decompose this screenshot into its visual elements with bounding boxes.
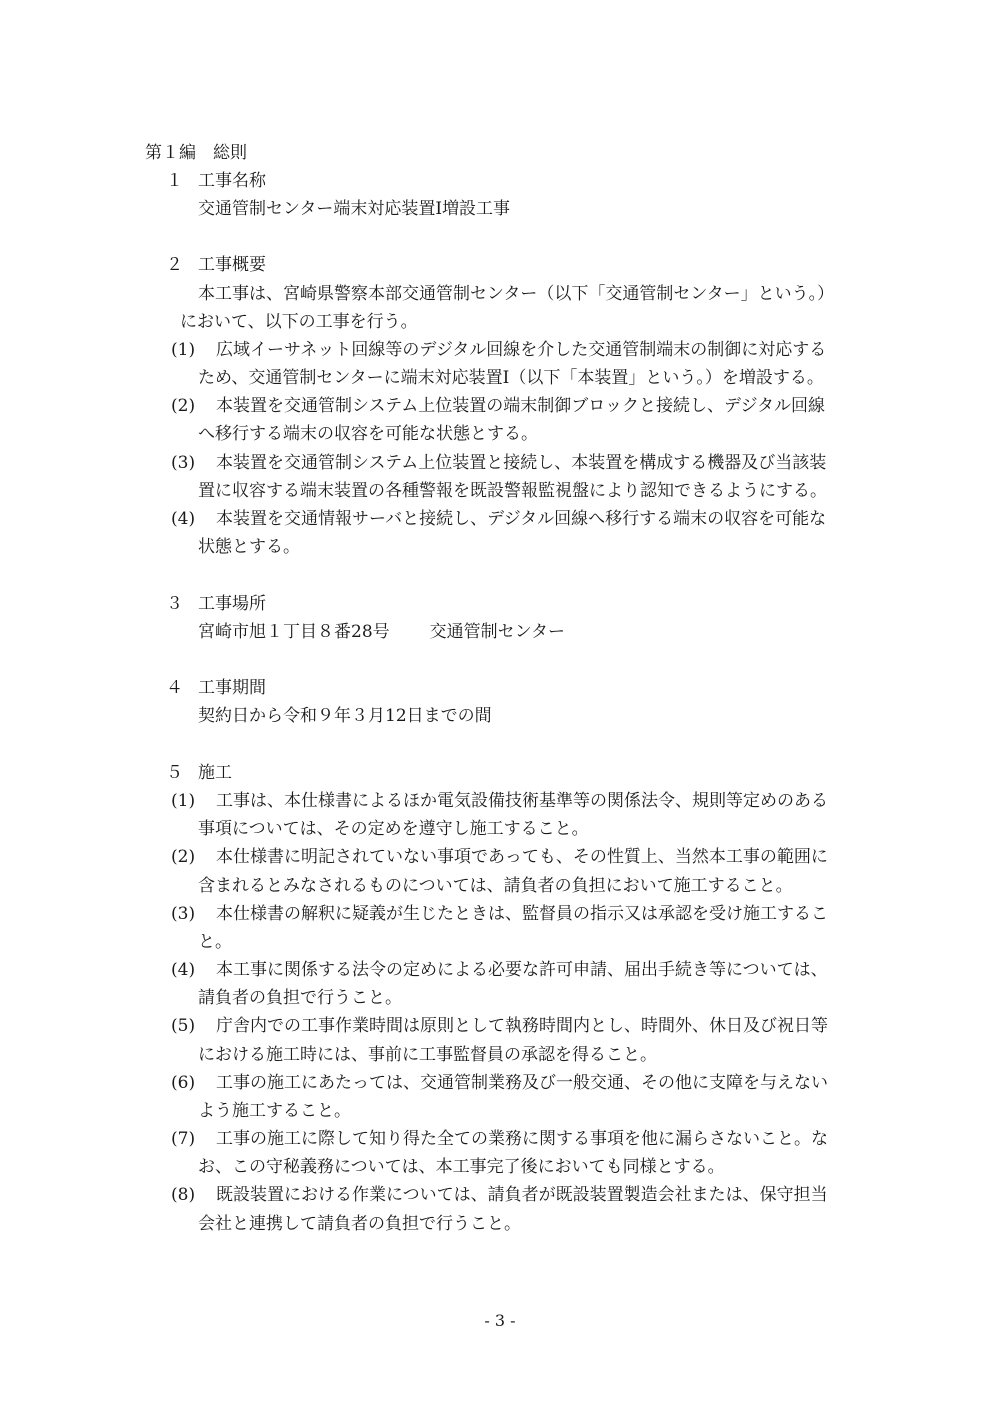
item-number: (2) [171,847,196,867]
list-item [171,1071,828,1095]
section-number: １ [166,171,183,191]
section-4-heading [166,676,266,700]
page-number: - 3 - [484,1311,516,1330]
section-1-body: 交通管制センター端末対応装置Ⅰ増設工事 [198,199,511,219]
item-number: (1) [171,791,196,811]
address: 宮崎市旭１丁目８番28号 [198,622,390,642]
list-item-continuation: へ移行する端末の収容を可能な状態とする。 [198,424,538,444]
section-2-intro-line2: において、以下の工事を行う。 [180,312,418,332]
list-item [171,507,826,531]
list-item-continuation: 置に収容する端末装置の各種警報を既設警報監視盤により認知できるようにする。 [198,481,827,501]
item-number: (7) [171,1129,196,1149]
list-item-continuation: 請負者の負担で行うこと。 [198,988,402,1008]
list-item [171,451,826,475]
item-text: 本仕様書の解釈に疑義が生じたときは、監督員の指示又は承認を受け施工するこ [216,904,828,924]
section-3-heading [166,592,266,616]
list-item-continuation: 会社と連携して請負者の負担で行うこと。 [198,1214,521,1234]
section-number: ３ [166,594,183,614]
item-text: 広域イーサネット回線等のデジタル回線を介した交通管制端末の制御に対応する [216,340,827,360]
list-item-continuation: よう施工すること。 [198,1101,351,1121]
list-item-continuation: お、この守秘義務については、本工事完了後においても同様とする。 [198,1157,725,1177]
section-heading-text: 工事概要 [198,255,266,275]
item-number: (3) [171,453,196,473]
list-item [171,394,825,418]
item-text: 本工事に関係する法令の定めによる必要な許可申請、届出手続き等については、 [216,960,828,980]
chapter-title: 第１編 総則 [145,143,247,163]
list-item-continuation: 事項については、その定めを遵守し施工すること。 [198,819,589,839]
item-text: 工事の施工に際して知り得た全ての業務に関する事項を他に漏らさないこと。な [216,1129,828,1149]
list-item-continuation: と。 [198,932,232,952]
list-item-continuation: における施工時には、事前に工事監督員の承認を得ること。 [198,1045,657,1065]
list-item-continuation: 含まれるとみなされるものについては、請負者の負担において施工すること。 [198,876,793,896]
section-heading-text: 工事場所 [198,594,266,614]
section-number: ２ [166,255,183,275]
item-text: 工事は、本仕様書によるほか電気設備技術基準等の関係法令、規則等定めのある [216,791,828,811]
list-item [171,1014,828,1038]
list-item [171,845,828,869]
list-item [171,1127,828,1151]
list-item [171,338,826,362]
item-number: (4) [171,960,196,980]
item-number: (8) [171,1185,196,1205]
section-1-heading [166,169,266,193]
section-4-body: 契約日から令和９年３月12日までの間 [198,706,492,726]
section-heading-text: 施工 [198,763,232,783]
item-text: 既設装置における作業については、請負者が既設装置製造会社または、保守担当 [216,1185,828,1205]
section-2-intro-line1: 本工事は、宮崎県警察本部交通管制センター（以下「交通管制センター」という。） [198,284,835,304]
section-5-heading [166,761,232,785]
list-item [171,958,828,982]
item-text: 本装置を交通管制システム上位装置の端末制御ブロックと接続し、デジタル回線 [216,396,825,416]
item-text: 本装置を交通情報サーバと接続し、デジタル回線へ移行する端末の収容を可能な [216,509,827,529]
item-number: (3) [171,904,196,924]
item-text: 本装置を交通管制システム上位装置と接続し、本装置を構成する機器及び当該装 [216,453,827,473]
section-number: ４ [166,678,183,698]
item-text: 工事の施工にあたっては、交通管制業務及び一般交通、その他に支障を与えない [216,1073,828,1093]
list-item [171,789,828,813]
facility-name: 交通管制センター [429,622,565,642]
item-number: (6) [171,1073,196,1093]
item-number: (2) [171,396,196,416]
item-number: (4) [171,509,196,529]
item-number: (5) [171,1016,196,1036]
item-number: (1) [171,340,196,360]
section-heading-text: 工事期間 [198,678,266,698]
section-heading-text: 工事名称 [198,171,266,191]
list-item-continuation: 状態とする。 [198,537,300,557]
section-2-heading [166,253,266,277]
list-item-continuation: ため、交通管制センターに端末対応装置Ⅰ（以下「本装置」という。）を増設する。 [198,368,824,388]
item-text: 庁舎内での工事作業時間は原則として執務時間内とし、時間外、休日及び祝日等 [216,1016,828,1036]
list-item [171,1183,828,1207]
list-item [171,902,828,926]
section-3-body [198,620,565,644]
section-number: ５ [166,763,183,783]
item-text: 本仕様書に明記されていない事項であっても、その性質上、当然本工事の範囲に [216,847,828,867]
